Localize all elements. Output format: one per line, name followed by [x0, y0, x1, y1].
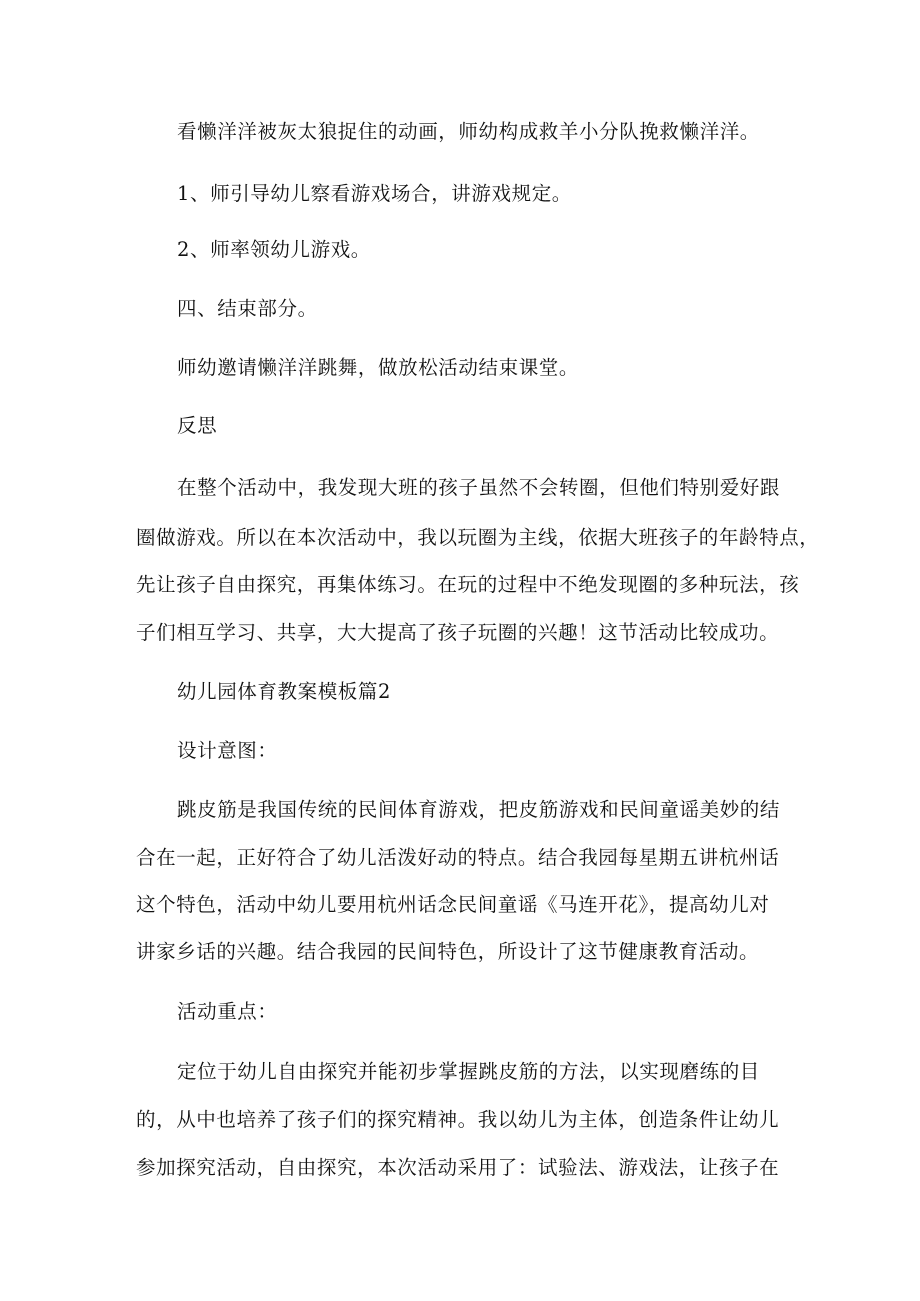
- section-heading: 幼儿园体育教案模板篇2: [177, 680, 392, 703]
- text-line: 合在一起，正好符合了幼儿活泼好动的特点。结合我园每星期五讲杭州话: [136, 846, 780, 869]
- text-line: 圈做游戏。所以在本次活动中，我以玩圈为主线，依据大班孩子的年龄特点，: [136, 526, 820, 549]
- text-line: 讲家乡话的兴趣。结合我园的民间特色，所设计了这节健康教育活动。: [136, 940, 760, 963]
- text-line: 2、师率领幼儿游戏。: [177, 238, 371, 261]
- section-heading: 设计意图：: [177, 739, 278, 762]
- section-heading: 四、结束部分。: [177, 297, 318, 320]
- text-line: 的，从中也培养了孩子们的探究精神。我以幼儿为主体，创造条件让幼儿: [136, 1108, 780, 1131]
- text-line: 定位于幼儿自由探究并能初步掌握跳皮筋的方法，以实现磨练的目: [177, 1060, 760, 1083]
- text-line: 师幼邀请懒洋洋跳舞，做放松活动结束课堂。: [177, 356, 580, 379]
- text-line: 先让孩子自由探究，再集体练习。在玩的过程中不绝发现圈的多种玩法，孩: [136, 573, 800, 596]
- text-line: 这个特色，活动中幼儿要用杭州话念民间童谣《马连开花》，提高幼儿对: [136, 893, 770, 916]
- section-heading: 反思: [177, 414, 218, 437]
- text-line: 跳皮筋是我国传统的民间体育游戏，把皮筋游戏和民间童谣美妙的结: [177, 798, 781, 821]
- text-line: 看懒洋洋被灰太狼捉住的动画，师幼构成救羊小分队挽救懒洋洋。: [177, 120, 760, 143]
- text-line: 子们相互学习、共享，大大提高了孩子玩圈的兴趣！这节活动比较成功。: [136, 621, 780, 644]
- section-heading: 活动重点：: [177, 1000, 278, 1023]
- text-line: 1、师引导幼儿察看游戏场合，讲游戏规定。: [177, 182, 572, 205]
- text-line: 参加探究活动，自由探究，本次活动采用了：试验法、游戏法，让孩子在: [136, 1156, 780, 1179]
- text-line: 在整个活动中，我发现大班的孩子虽然不会转圈，但他们特别爱好跟: [177, 476, 781, 499]
